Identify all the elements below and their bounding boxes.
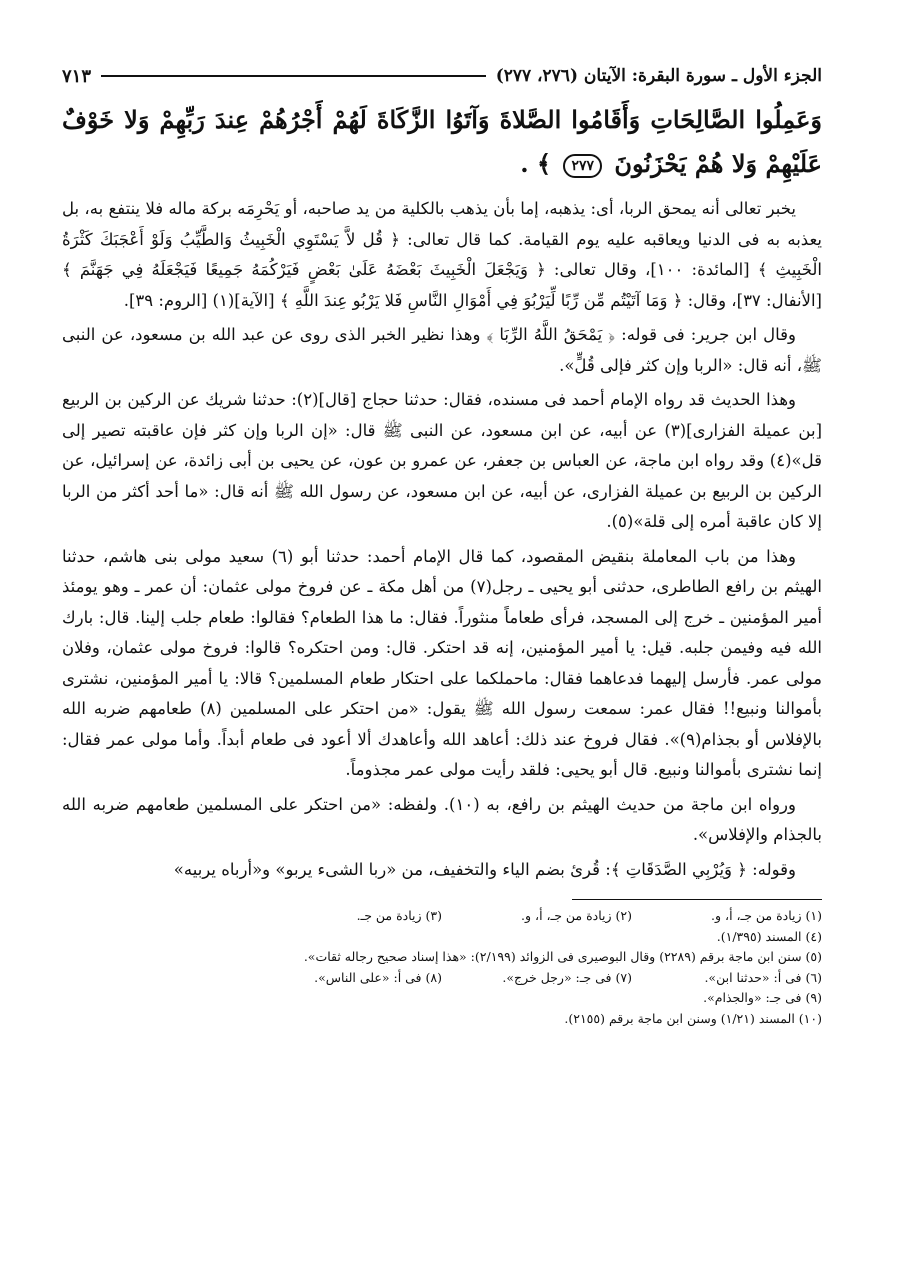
- footnote-row: [62, 906, 822, 927]
- paragraph-3: وهذا الحديث قد رواه الإمام أحمد فى مسنده، فقال: حدثنا حجاج [قال](٢): حدثنا شريك عن الركين بن الربيع [بن عميلة الفزارى](٣) عن أبيه، عن ابن مسعود، عن النبى ﷺ قال: «إن الربا وإن كثر فإن عاقبته تصير إلى قل»(٤) وقد رواه ابن ماجة، عن العباس بن جعفر، عن عمرو بن عون، عن يحيى بن أبى زائدة، عن إسرائيل، عن الركين بن الربيع بن عميلة الفزارى، عن أبيه، عن ابن مسعود، عن رسول الله ﷺ أنه قال: «ما أحد أكثر من الربا إلا كان عاقبة أمره إلى قلة»(٥).: [62, 390, 823, 531]
- footnote-1: (١) زيادة من جـ، أ، و.: [711, 908, 822, 923]
- footnote-row: [62, 968, 822, 989]
- footnote-10: (١٠) المسند (١/٢١) وسنن ابن ماجة برقم (٢١٥٥).: [564, 1010, 822, 1026]
- footnote-3: (٣) زيادة من جـ.: [356, 908, 442, 923]
- page: [62, 58, 822, 1029]
- footnote-8: (٨) فى أ: «على الناس».: [314, 969, 442, 985]
- footnotes: [62, 906, 822, 1029]
- header-title: الجزء الأول ـ سورة البقرة: الآيتان (٢٧٦، ٢٧٧): [495, 66, 822, 86]
- verse-number: ٢٧٧: [563, 154, 602, 178]
- footnote-9: (٩) فى جـ: «والجذام».: [703, 990, 822, 1005]
- verse-close: ﴾ .: [520, 149, 552, 178]
- footnote-divider: [572, 899, 822, 900]
- page-number: ٧١٣: [62, 65, 92, 87]
- header-rule: [101, 75, 486, 77]
- footnote-6: (٦) فى أ: «حدثنا ابن».: [704, 969, 822, 985]
- paragraph-6: وقوله: ﴿ وَيُرْبِي الصَّدَقَاتِ ﴾: قُرئ بضم الياء والتخفيف، من «ربا الشىء يربو» و«أرباه يربيه»: [173, 859, 796, 879]
- footnote-5: (٥) سنن ابن ماجة برقم (٢٢٨٩) وقال البوصيرى فى الزوائد (٢/١٩٩): «هذا إسناد صحيح رجاله ثقات».: [303, 949, 822, 964]
- quran-verse: [62, 98, 822, 186]
- running-header: [62, 58, 822, 94]
- paragraph-4: وهذا من باب المعاملة بنقيض المقصود، كما قال الإمام أحمد: حدثنا أبو (٦) سعيد مولى بنى هاشم، حدثنا الهيثم بن رافع الطاطرى، حدثنى أبو يحيى ـ رجل(٧) من أهل مكة ـ عن فروخ مولى عثمان: أن عمر ـ وهو يومئذ أمير المؤمنين ـ خرج إلى المسجد، فرأى طعاماً منثوراً. فقال: ما هذا الطعام؟ فقالوا: طعام جلب إلينا. قال: بارك الله فيه وفيمن جلبه. قيل: يا أمير المؤمنين، إنه قد احتكر. قال: ومن احتكره؟ قالوا: فروخ مولى عثمان، وفلان مولى عمر. فأرسل إليهما فدعاهما فقال: ماحملكما على احتكار طعام المسلمين؟ قالا: يا أمير المؤمنين، نشترى بأموالنا ونبيع!! فقال عمر: سمعت رسول الله ﷺ يقول: «من احتكر على المسلمين (٨) طعامهم ضربه الله بالإفلاس أو بجذام(٩)». فقال فروخ عند ذلك: أعاهد الله وأعاهدك ألا أعود فى طعام أبداً. وأما مولى عمر فقال: إنما نشترى بأموالنا ونبيع. قال أبو يحيى: فلقد رأيت مولى عمر مجذوماً.: [62, 546, 823, 779]
- footnote-2: (٢) زيادة من جـ، أ، و.: [521, 908, 632, 923]
- paragraph-5: ورواه ابن ماجة من حديث الهيثم بن رافع، به (١٠). ولفظه: «من احتكر على المسلمين طعامهم ضربه الله بالجذام والإفلاس».: [62, 794, 822, 844]
- paragraph-1: يخبر تعالى أنه يمحق الربا، أى: يذهبه، إما بأن يذهب بالكلية من يد صاحبه، أو يَحْرِمَه بركة ماله فلا ينتفع به، بل يعذبه به فى الدنيا ويعاقبه عليه يوم القيامة. كما قال تعالى: ﴿ قُل لاَّ يَسْتَوِي الْخَبِيثُ وَالطَّيِّبُ وَلَوْ أَعْجَبَكَ كَثْرَةُ الْخَبِيثِ ﴾ [المائدة: ١٠٠]، وقال تعالى: ﴿ وَيَجْعَلَ الْخَبِيثَ بَعْضَهُ عَلَىٰ بَعْضٍ فَيَرْكُمَهُ جَمِيعًا فَيَجْعَلَهُ فِي جَهَنَّمَ ﴾ [الأنفال: ٣٧]، وقال: ﴿ وَمَا آتَيْتُم مِّن رِّبًا لِّيَرْبُوَ فِي أَمْوَالِ النَّاسِ فَلا يَرْبُو عِندَ اللَّهِ ﴾ [الآية](١) [الروم: ٣٩].: [62, 199, 822, 310]
- footnote-7: (٧) فى جـ: «رجل خرج».: [502, 969, 632, 985]
- verse-text: وَعَمِلُوا الصَّالِحَاتِ وَأَقَامُوا الصَّلاةَ وَآتَوُا الزَّكَاةَ لَهُمْ أَجْرُهُمْ عِندَ رَبِّهِمْ وَلا خَوْفٌ عَلَيْهِمْ وَلا هُمْ يَحْزَنُونَ: [62, 105, 822, 178]
- footnote-4: (٤) المسند (١/٣٩٥).: [716, 928, 822, 944]
- paragraph-2: وقال ابن جرير: فى قوله: ﴿ يَمْحَقُ اللَّهُ الرِّبَا ﴾ وهذا نظير الخبر الذى روى عن عبد الله بن مسعود، عن النبى ﷺ، أنه قال: «الربا وإن كثر فإلى قُلٍّ».: [62, 325, 822, 375]
